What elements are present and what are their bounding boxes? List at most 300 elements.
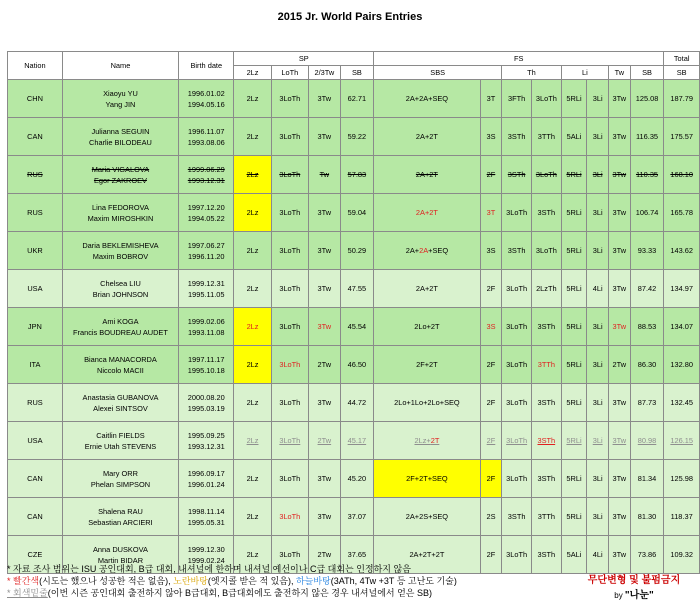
sbs-part: +SEQ	[428, 246, 449, 255]
birth-cell	[179, 460, 234, 498]
fs-sb-cell: 81.34	[630, 460, 664, 498]
fs-sb-cell: 80.98	[630, 422, 664, 460]
birth-date: 1995.03.19	[187, 403, 225, 413]
birth-date: 1994.05.22	[187, 213, 225, 223]
fs-sbs2-cell: 2F	[480, 422, 502, 460]
fs-li1-cell: 5RLi	[561, 156, 587, 194]
skater-name: Daria BEKLEMISHEVA	[82, 240, 159, 250]
fs-th1-cell: 3LoTh	[502, 460, 532, 498]
name-cell	[62, 194, 178, 232]
fs-th1-cell: 3STh	[502, 118, 532, 156]
sp-2lz-cell: 2Lz	[234, 194, 271, 232]
fs-sbs2-cell: 2F	[480, 346, 502, 384]
birth-date: 1996.01.02	[187, 88, 225, 98]
birth-date: 1999.02.24	[187, 555, 225, 565]
fs-li1-cell: 5RLi	[561, 308, 587, 346]
total-cell: 187.79	[664, 80, 700, 118]
skater-name: Caitlin FIELDS	[96, 430, 145, 440]
sp-sb-cell: 57.83	[340, 156, 373, 194]
birth-date: 1996.11.20	[188, 251, 225, 261]
sp-tw-cell: 3Tw	[309, 384, 341, 422]
skater-name: Brian JOHNSON	[92, 289, 149, 299]
fs-sb-cell: 86.30	[630, 346, 664, 384]
fs-sbs2-cell: 2S	[480, 498, 502, 536]
fs-tw-cell: 3Tw	[608, 232, 630, 270]
birth-date: 1993.08.06	[187, 137, 225, 147]
fs-th1-cell: 3STh	[502, 156, 532, 194]
total-cell: 132.80	[664, 346, 700, 384]
fs-sb-cell: 88.53	[630, 308, 664, 346]
sbs-part: 2A	[419, 246, 429, 255]
skater-name: Bianca MANACORDA	[84, 354, 157, 364]
sp-sb-cell: 62.71	[340, 80, 373, 118]
fs-li2-cell: 3Li	[587, 118, 609, 156]
fs-sbs-cell: 2A+2A+SEQ	[374, 80, 481, 118]
birth-cell	[179, 384, 234, 422]
header-sp-tw: 2/3Tw	[309, 66, 341, 80]
total-cell: 126.15	[664, 422, 700, 460]
table-row	[8, 156, 700, 194]
sp-loth-cell: 3LoTh	[271, 156, 308, 194]
total-cell: 175.57	[664, 118, 700, 156]
fs-li2-cell: 3Li	[587, 156, 609, 194]
fs-sbs2-cell: 2F	[480, 384, 502, 422]
sp-loth-cell: 3LoTh	[271, 308, 308, 346]
fs-th2-cell: 3STh	[531, 460, 561, 498]
header-sp-2lz: 2Lz	[234, 66, 271, 80]
skater-name: Chelsea LIU	[100, 278, 141, 288]
fs-sbs2-cell: 2F	[480, 270, 502, 308]
entries-table	[7, 51, 700, 574]
header-total: Total	[664, 52, 700, 66]
sp-tw-cell: 2Tw	[309, 346, 341, 384]
sp-sb-cell: 50.29	[340, 232, 373, 270]
skater-name: Martin BIDAR	[97, 555, 144, 565]
nation-cell: UKR	[8, 232, 63, 270]
birth-date: 1999.12.31	[187, 278, 225, 288]
sp-tw-cell: 2Tw	[309, 536, 341, 574]
sp-tw-cell: 3Tw	[309, 270, 341, 308]
skater-name: Phelan SIMPSON	[90, 479, 151, 489]
skater-name: Alexei SINTSOV	[93, 403, 148, 413]
birth-date: 1993.12.31	[187, 441, 225, 451]
fs-sbs-cell: 2A+2T	[374, 194, 481, 232]
fs-sbs-cell	[374, 232, 481, 270]
note-blue-text: (3ATh, 4Tw +3T 등 고난도 기술)	[330, 576, 457, 586]
fs-sbs2-cell: 3T	[480, 80, 502, 118]
sp-loth-cell: 3LoTh	[271, 194, 308, 232]
fs-tw-cell: 3Tw	[608, 270, 630, 308]
header-fs-li: Li	[561, 66, 608, 80]
fs-tw-cell: 3Tw	[608, 80, 630, 118]
birth-date: 2000.08.20	[187, 392, 225, 402]
note-yellow-text: (엣지콜 받은 적 있음),	[207, 576, 296, 586]
name-cell	[62, 498, 178, 536]
name-cell	[62, 346, 178, 384]
note-yellow-label: 노란바탕	[173, 576, 208, 586]
birth-cell	[179, 346, 234, 384]
fs-sbs-cell: 2A+2T	[374, 156, 481, 194]
note-red-text: (시도는 했으나 성공한 적은 없음),	[39, 576, 174, 586]
skater-name: Charlie BILODEAU	[89, 137, 152, 147]
note-gray-label: * 회색밑줄	[7, 588, 48, 598]
sbs-part: 2Lz+	[414, 436, 431, 445]
sp-2lz-cell: 2Lz	[234, 232, 271, 270]
sp-loth-cell: 3LoTh	[271, 80, 308, 118]
skater-name: Francis BOUDREAU AUDET	[73, 327, 168, 337]
name-cell	[62, 308, 178, 346]
skater-name: Maria VIGALOVA	[91, 164, 150, 174]
sp-tw-cell: 3Tw	[309, 498, 341, 536]
note-gray	[7, 587, 457, 599]
fs-th1-cell: 3STh	[502, 498, 532, 536]
skater-name: Yang JIN	[105, 99, 136, 109]
fs-sb-cell: 125.08	[630, 80, 664, 118]
sp-2lz-cell: 2Lz	[234, 536, 271, 574]
birth-date: 1996.11.07	[188, 126, 225, 136]
fs-li1-cell: 5RLi	[561, 270, 587, 308]
sp-sb-cell: 47.55	[340, 270, 373, 308]
by-label: by	[614, 591, 625, 600]
total-cell: 134.97	[664, 270, 700, 308]
sp-sb-cell: 37.65	[340, 536, 373, 574]
total-cell: 165.78	[664, 194, 700, 232]
fs-tw-cell: 3Tw	[608, 118, 630, 156]
table-row	[8, 80, 700, 118]
fs-li2-cell: 3Li	[587, 346, 609, 384]
fs-sbs-cell	[374, 422, 481, 460]
sp-loth-cell: 3LoTh	[271, 270, 308, 308]
header-birth-date: Birth date	[179, 52, 234, 80]
skater-name: Anna DUSKOVA	[93, 544, 148, 554]
nation-cell: RUS	[8, 156, 63, 194]
note-red-label: * 빨간색	[7, 576, 40, 586]
sp-2lz-cell: 2Lz	[234, 118, 271, 156]
fs-li2-cell: 3Li	[587, 232, 609, 270]
fs-li2-cell: 3Li	[587, 498, 609, 536]
fs-li1-cell: 5ALi	[561, 536, 587, 574]
fs-sbs2-cell: 3T	[480, 194, 502, 232]
total-cell: 134.07	[664, 308, 700, 346]
table-row	[8, 194, 700, 232]
birth-date: 1993.11.08	[188, 327, 225, 337]
footnotes	[7, 563, 457, 599]
sp-sb-cell: 59.22	[340, 118, 373, 156]
fs-th2-cell: 3STh	[531, 194, 561, 232]
birth-date: 1995.11.05	[188, 289, 225, 299]
fs-li1-cell: 5RLi	[561, 232, 587, 270]
skater-name: Egor ZAKROEV	[93, 175, 147, 185]
fs-th2-cell: 3STh	[531, 384, 561, 422]
author-credit	[584, 586, 684, 601]
skater-name: Maxim BOBROV	[92, 251, 149, 261]
fs-th1-cell: 3LoTh	[502, 536, 532, 574]
total-cell: 125.98	[664, 460, 700, 498]
skater-name: Mary ORR	[103, 468, 138, 478]
name-cell	[62, 232, 178, 270]
fs-sbs-cell: 2Lo+2T	[374, 308, 481, 346]
skater-name: Julianna SEGUIN	[91, 126, 150, 136]
sp-2lz-cell: 2Lz	[234, 346, 271, 384]
fs-sb-cell: 73.86	[630, 536, 664, 574]
nation-cell: CAN	[8, 498, 63, 536]
birth-date: 1999.02.06	[187, 316, 225, 326]
skater-name: Ernie Utah STEVENS	[84, 441, 157, 451]
sp-sb-cell: 45.54	[340, 308, 373, 346]
fs-li1-cell: 5RLi	[561, 80, 587, 118]
table-row	[8, 270, 700, 308]
sp-tw-cell: 3Tw	[309, 232, 341, 270]
fs-th2-cell: 3LoTh	[531, 80, 561, 118]
birth-cell	[179, 80, 234, 118]
fs-sbs-cell: 2A+2S+SEQ	[374, 498, 481, 536]
fs-th1-cell: 3FTh	[502, 80, 532, 118]
sp-sb-cell: 46.50	[340, 346, 373, 384]
sp-2lz-cell: 2Lz	[234, 80, 271, 118]
name-cell	[62, 118, 178, 156]
sp-loth-cell: 3LoTh	[271, 118, 308, 156]
fs-sb-cell: 87.42	[630, 270, 664, 308]
fs-sbs-cell: 2A+2T	[374, 118, 481, 156]
name-cell	[62, 270, 178, 308]
fs-th1-cell: 3LoTh	[502, 194, 532, 232]
skater-name: Xiaoyu YU	[103, 88, 138, 98]
sbs-part: 2A+	[405, 246, 420, 255]
header-sp-sb: SB	[340, 66, 373, 80]
fs-sb-cell: 106.74	[630, 194, 664, 232]
fs-sbs2-cell: 2F	[480, 156, 502, 194]
birth-date: 1993.12.31	[187, 175, 225, 185]
name-cell	[62, 422, 178, 460]
nation-cell: USA	[8, 422, 63, 460]
sp-tw-cell: 3Tw	[309, 308, 341, 346]
no-copy-notice: 무단변형 및 불펌금지	[587, 575, 681, 586]
skater-name: Sebastian ARCIERI	[88, 517, 153, 527]
fs-sb-cell: 81.30	[630, 498, 664, 536]
fs-li2-cell: 3Li	[587, 194, 609, 232]
fs-li1-cell: 5RLi	[561, 422, 587, 460]
header-fs-sbs: SBS	[374, 66, 502, 80]
sp-loth-cell: 3LoTh	[271, 536, 308, 574]
skater-name: Shalena RAU	[98, 506, 143, 516]
table-row	[8, 460, 700, 498]
sp-2lz-cell: 2Lz	[234, 422, 271, 460]
birth-cell	[179, 232, 234, 270]
sp-sb-cell: 44.72	[340, 384, 373, 422]
fs-th2-cell: 3TTh	[531, 498, 561, 536]
birth-date: 1997.06.27	[187, 240, 225, 250]
sp-tw-cell: 3Tw	[309, 80, 341, 118]
sp-tw-cell: Tw	[309, 156, 341, 194]
skater-name: Anastasia GUBANOVA	[82, 392, 159, 402]
fs-sbs2-cell: 3S	[480, 232, 502, 270]
nation-cell: RUS	[8, 384, 63, 422]
nation-cell: CAN	[8, 118, 63, 156]
fs-li1-cell: 5RLi	[561, 498, 587, 536]
fs-th1-cell: 3LoTh	[502, 422, 532, 460]
fs-sbs2-cell: 3S	[480, 118, 502, 156]
author-name: "나눈"	[624, 590, 654, 601]
sp-sb-cell: 37.07	[340, 498, 373, 536]
total-cell: 143.62	[664, 232, 700, 270]
total-cell: 168.10	[664, 156, 700, 194]
header-sp: SP	[234, 52, 374, 66]
name-cell	[62, 80, 178, 118]
fs-li2-cell: 3Li	[587, 384, 609, 422]
fs-li1-cell: 5RLi	[561, 384, 587, 422]
nation-cell: USA	[8, 270, 63, 308]
fs-th1-cell: 3STh	[502, 232, 532, 270]
nation-cell: CHN	[8, 80, 63, 118]
birth-date: 1995.09.25	[187, 430, 225, 440]
sp-loth-cell: 3LoTh	[271, 422, 308, 460]
total-cell: 118.37	[664, 498, 700, 536]
table-row	[8, 308, 700, 346]
fs-th2-cell: 3STh	[531, 536, 561, 574]
table-row	[8, 346, 700, 384]
birth-cell	[179, 498, 234, 536]
sp-sb-cell: 45.17	[340, 422, 373, 460]
sp-2lz-cell: 2Lz	[234, 384, 271, 422]
birth-date: 1997.11.17	[188, 354, 225, 364]
nation-cell: RUS	[8, 194, 63, 232]
skater-name: Maxim MIROSHKIN	[87, 213, 154, 223]
note-blue-label: 하늘바탕	[295, 576, 331, 586]
table-row	[8, 118, 700, 156]
fs-sb-cell: 116.35	[630, 118, 664, 156]
sp-2lz-cell: 2Lz	[234, 308, 271, 346]
table-row	[8, 498, 700, 536]
fs-th2-cell: 2LzTh	[531, 270, 561, 308]
fs-sbs2-cell: 2F	[480, 460, 502, 498]
sp-tw-cell: 2Tw	[309, 422, 341, 460]
name-cell	[62, 156, 178, 194]
sp-2lz-cell: 2Lz	[234, 460, 271, 498]
skater-name: Lina FEDOROVA	[91, 202, 149, 212]
header-sp-loth: LoTh	[271, 66, 308, 80]
birth-cell	[179, 118, 234, 156]
note-scope: * 자료 조사 범위는 ISU 공인대회, B급 대회, 내셔널에 한하며 내셔널 예선이나 C급 대회는 인정하지 않음	[7, 564, 411, 574]
birth-cell	[179, 308, 234, 346]
fs-sbs-cell: 2Lo+1Lo+2Lo+SEQ	[374, 384, 481, 422]
birth-date: 1994.05.16	[187, 99, 225, 109]
fs-tw-cell: 3Tw	[608, 460, 630, 498]
nation-cell: CZE	[8, 536, 63, 574]
fs-sbs-cell: 2F+2T+SEQ	[374, 460, 481, 498]
birth-date: 1999.06.29	[187, 164, 225, 174]
fs-sbs-cell: 2F+2T	[374, 346, 481, 384]
birth-date: 1995.05.31	[187, 517, 225, 527]
header-fs: FS	[374, 52, 664, 66]
sp-loth-cell: 3LoTh	[271, 232, 308, 270]
fs-th2-cell: 3TTh	[531, 346, 561, 384]
skater-name: Ami KOGA	[102, 316, 139, 326]
table-row	[8, 232, 700, 270]
fs-sb-cell: 110.35	[630, 156, 664, 194]
fs-tw-cell: 3Tw	[608, 422, 630, 460]
fs-th1-cell: 3LoTh	[502, 384, 532, 422]
birth-cell	[179, 270, 234, 308]
header-total-sb: SB	[664, 66, 700, 80]
fs-sbs-cell: 2A+2T+2T	[374, 536, 481, 574]
sp-loth-cell: 3LoTh	[271, 346, 308, 384]
sp-2lz-cell: 2Lz	[234, 498, 271, 536]
total-cell: 109.32	[664, 536, 700, 574]
birth-cell	[179, 156, 234, 194]
fs-th1-cell: 3LoTh	[502, 270, 532, 308]
fs-li1-cell: 5ALi	[561, 118, 587, 156]
header-name: Name	[62, 52, 178, 80]
fs-li1-cell: 5RLi	[561, 194, 587, 232]
fs-li2-cell: 3Li	[587, 308, 609, 346]
fs-th1-cell: 3LoTh	[502, 346, 532, 384]
sp-tw-cell: 3Tw	[309, 118, 341, 156]
sp-loth-cell: 3LoTh	[271, 498, 308, 536]
sp-loth-cell: 3LoTh	[271, 460, 308, 498]
fs-th2-cell: 3TTh	[531, 118, 561, 156]
sp-tw-cell: 3Tw	[309, 460, 341, 498]
name-cell	[62, 460, 178, 498]
fs-li2-cell: 3Li	[587, 80, 609, 118]
copyright-stamp	[584, 571, 684, 601]
fs-tw-cell: 2Tw	[608, 346, 630, 384]
fs-sb-cell: 93.33	[630, 232, 664, 270]
birth-date: 1999.12.30	[187, 544, 225, 554]
fs-sb-cell: 87.73	[630, 384, 664, 422]
note-colors	[7, 575, 457, 587]
birth-date: 1996.09.17	[187, 468, 225, 478]
birth-date: 1995.10.18	[187, 365, 225, 375]
fs-li1-cell: 5RLi	[561, 460, 587, 498]
fs-th2-cell: 3STh	[531, 308, 561, 346]
fs-tw-cell: 3Tw	[608, 308, 630, 346]
fs-th1-cell: 3LoTh	[502, 308, 532, 346]
sp-sb-cell: 59.04	[340, 194, 373, 232]
fs-tw-cell: 3Tw	[608, 536, 630, 574]
fs-tw-cell: 3Tw	[608, 156, 630, 194]
birth-cell	[179, 422, 234, 460]
fs-li2-cell: 4Li	[587, 270, 609, 308]
table-row	[8, 384, 700, 422]
fs-th2-cell: 3LoTh	[531, 156, 561, 194]
birth-cell	[179, 194, 234, 232]
birth-date: 1998.11.14	[188, 506, 225, 516]
fs-li2-cell: 3Li	[587, 422, 609, 460]
fs-tw-cell: 3Tw	[608, 498, 630, 536]
note-gray-text: (이번 시즌 공인대회 출전하지 않아 B급대회, B급대회에도 출전하지 않은 경우 내셔널에서 얻은 SB)	[47, 588, 432, 598]
fs-tw-cell: 3Tw	[608, 384, 630, 422]
table-row	[8, 422, 700, 460]
sp-2lz-cell: 2Lz	[234, 270, 271, 308]
nation-cell: JPN	[8, 308, 63, 346]
header-fs-th: Th	[502, 66, 561, 80]
fs-li2-cell: 4Li	[587, 536, 609, 574]
fs-th2-cell: 3LoTh	[531, 232, 561, 270]
total-cell: 132.45	[664, 384, 700, 422]
fs-li1-cell: 5RLi	[561, 346, 587, 384]
header-fs-sb: SB	[630, 66, 664, 80]
header-nation: Nation	[8, 52, 63, 80]
fs-sbs2-cell: 2F	[480, 536, 502, 574]
sbs-part: 2T	[430, 436, 440, 445]
fs-sbs-cell: 2A+2T	[374, 270, 481, 308]
birth-date: 1996.01.24	[187, 479, 225, 489]
nation-cell: ITA	[8, 346, 63, 384]
sp-2lz-cell: 2Lz	[234, 156, 271, 194]
sp-tw-cell: 3Tw	[309, 194, 341, 232]
fs-tw-cell: 3Tw	[608, 194, 630, 232]
sp-loth-cell: 3LoTh	[271, 384, 308, 422]
